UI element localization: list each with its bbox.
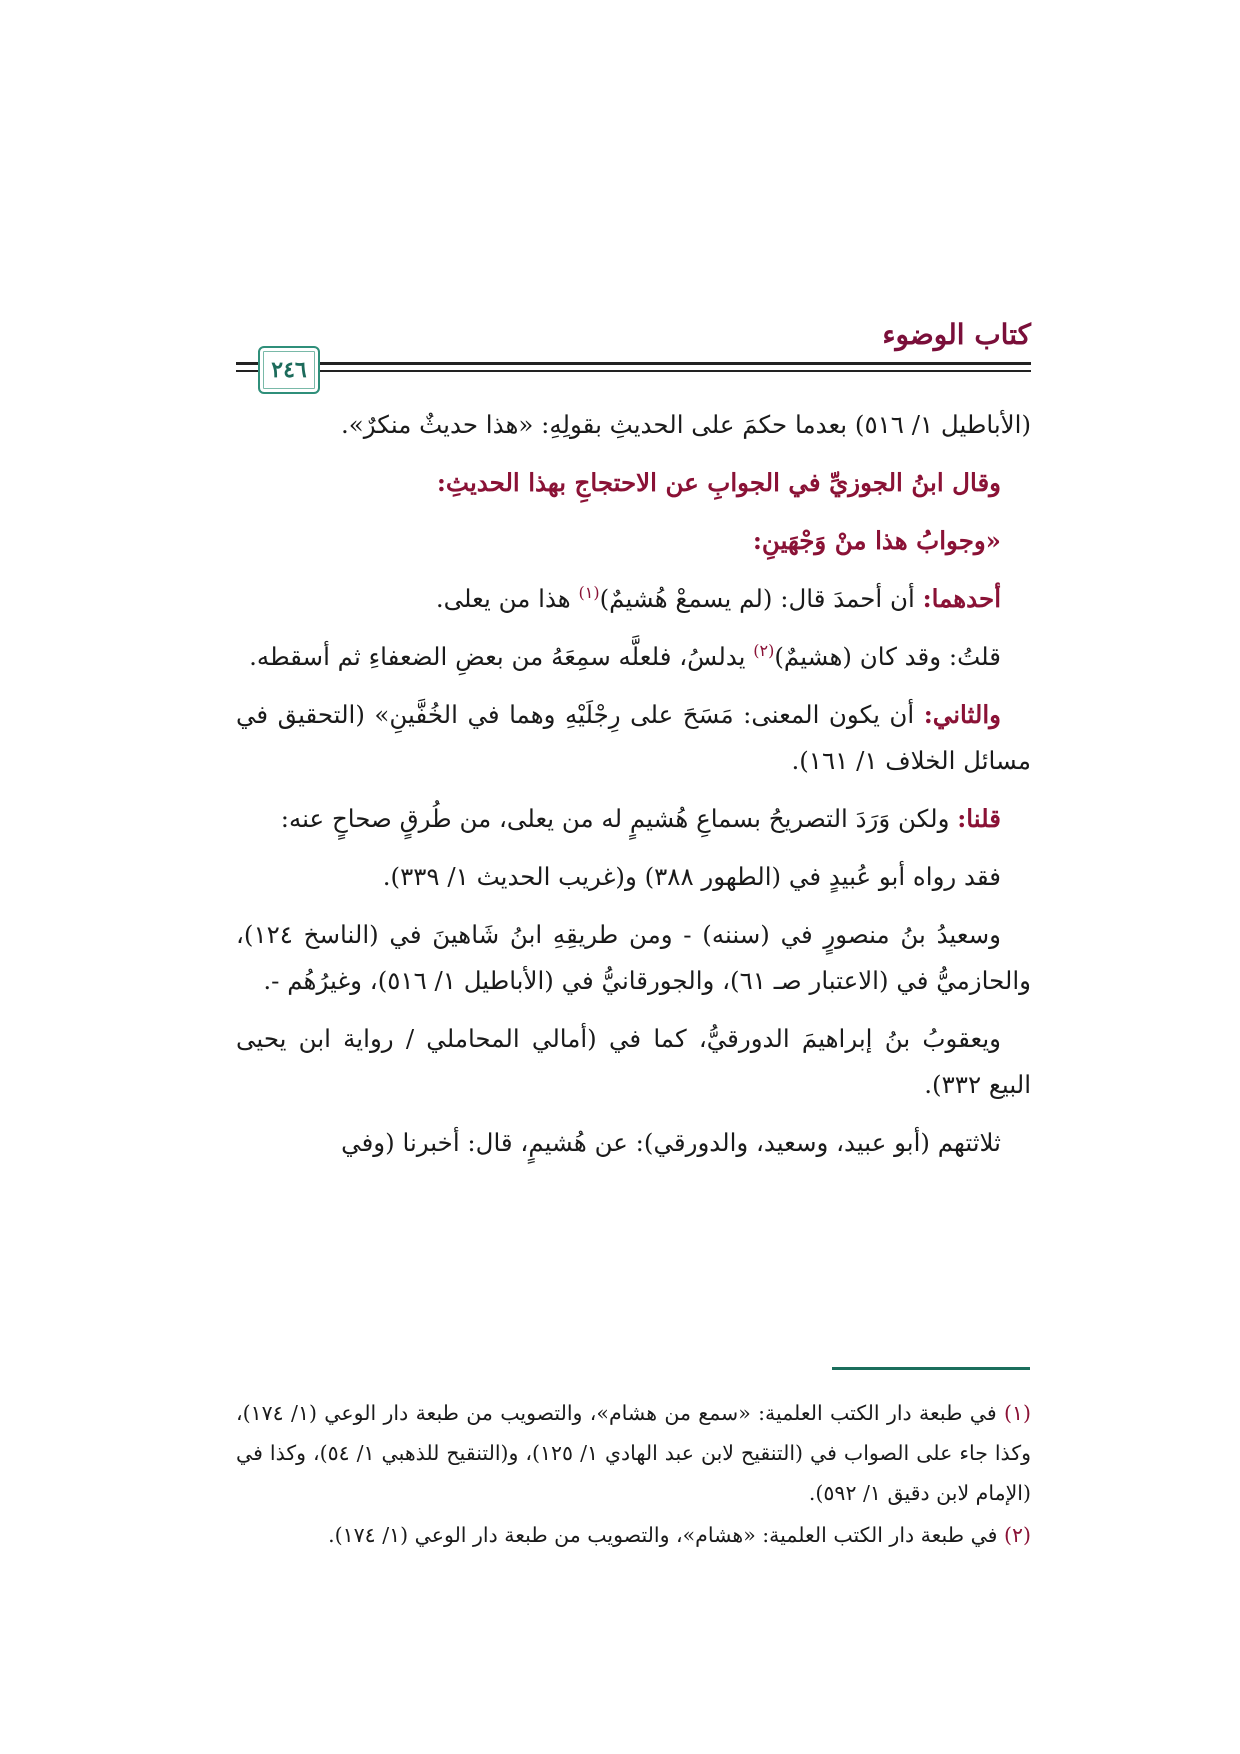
paragraph-text: يدلسُ، فلعلَّه سمِعَهُ من بعضِ الضعفاءِ ثم أسقطه. [249,642,754,671]
paragraph-text: أن يكون المعنى: مَسَحَ على رِجْلَيْهِ وهما في الخُفَّينِ» (التحقيق في مسائل الخلاف ١/ ١٦١). [236,700,1031,775]
paragraph-text: هذا من يعلى. [435,584,579,613]
section-heading: وقال ابنُ الجوزيِّ في الجوابِ عن الاحتجاجِ بهذا الحديثِ: [436,468,1001,497]
footnote-text: في طبعة دار الكتب العلمية: «هشام»، والتصويب من طبعة دار الوعي (١/ ١٧٤). [328,1523,1004,1547]
footnote-1 [236,1393,1031,1513]
paragraph-text: ولكن وَرَدَ التصريحُ بسماعِ هُشيمٍ له من يعلى، من طُرقٍ صحاحٍ عنه: [280,804,958,833]
footnote-mark: (١) [1003,1401,1031,1425]
footnote-mark: (٢) [1003,1523,1031,1547]
footnote-separator [832,1367,1030,1370]
main-text [236,402,1031,1178]
paragraph: (الأباطيل ١/ ٥١٦) بعدما حكمَ على الحديثِ بقولِهِ: «هذا حديثٌ منكرٌ». [341,410,1031,439]
paragraph [236,796,1031,842]
paragraph: وسعيدُ بنُ منصورٍ في (سننه) - ومن طريقِهِ ابنُ شَاهينَ في (الناسخ ١٢٤)، والحازميُّ في (الاعتبار صـ ٦١)، والجورقانيُّ في (الأباطيل ١/ ٥١٦)، وغيرُهُم -. [236,920,1031,995]
header-rule-thin [236,370,1031,372]
paragraph-text: أن أحمدَ قال: (لم يسمعْ هُشيمٌ) [599,584,923,613]
paragraph-lead: أحدهما: [922,584,1001,613]
page-header [236,318,1031,390]
page-number: ٢٤٦ [271,357,307,383]
paragraph [236,634,1031,680]
header-rule-thick [236,362,1031,365]
chapter-title: كتاب الوضوء [882,318,1031,351]
paragraph [236,692,1031,784]
page-number-frame [258,346,320,394]
footnote-ref-1[interactable]: (١) [578,582,600,602]
footnotes [236,1393,1031,1557]
footnote-2 [236,1515,1031,1555]
footnote-ref-2[interactable]: (٢) [753,640,775,660]
paragraph-lead: والثاني: [923,700,1001,729]
paragraph: فقد رواه أبو عُبيدٍ في (الطهور ٣٨٨) و(غريب الحديث ١/ ٣٣٩). [382,862,1001,891]
paragraph-text: قلتُ: وقد كان (هشيمٌ) [774,642,1001,671]
paragraph: ثلاثتهم (أبو عبيد، وسعيد، والدورقي): عن هُشيمٍ، قال: أخبرنا (وفي [341,1128,1001,1157]
paragraph-lead: قلنا: [957,804,1001,833]
paragraph: ويعقوبُ بنُ إبراهيمَ الدورقيُّ، كما في (أمالي المحاملي / رواية ابن يحيى البيع ٣٣٢). [236,1024,1031,1099]
paragraph [236,576,1031,622]
footnote-text: في طبعة دار الكتب العلمية: «سمع من هشام»، والتصويب من طبعة دار الوعي (١/ ١٧٤)، وكذا جاء على الصواب في (التنقيح لابن عبد الهادي ١/ ١٢٥)، و(التنقيح للذهبي ١/ ٥٤)، وكذا في (الإمام لابن دقيق ١/ ٥٩٢). [236,1401,1031,1505]
quote-heading: «وجوابُ هذا منْ وَجْهَينِ: [752,526,1001,555]
